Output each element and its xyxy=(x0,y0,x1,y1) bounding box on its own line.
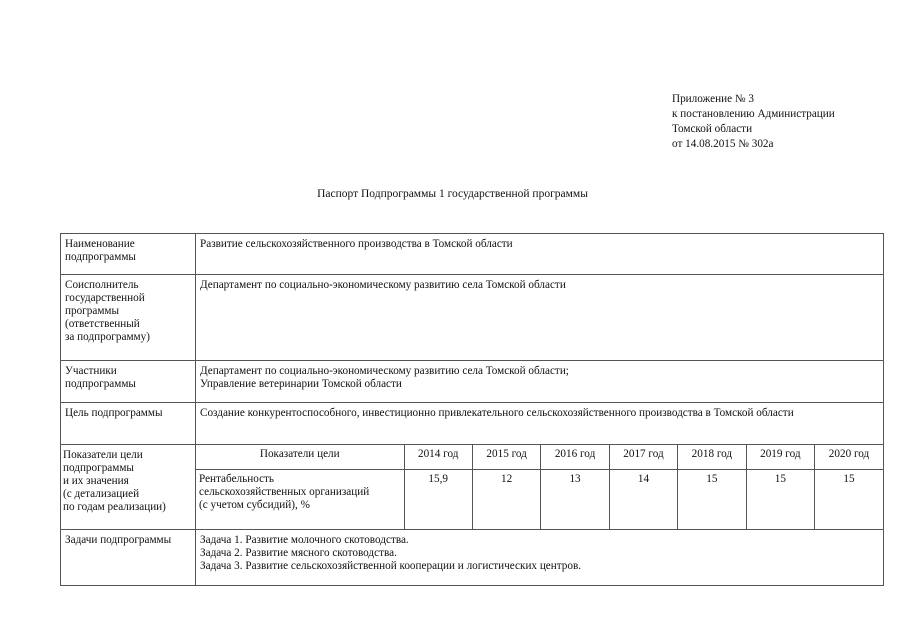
task-item: Задача 3. Развитие сельскохозяйственной кооперации и логистических центров. xyxy=(200,560,582,572)
label-tasks: Задачи подпрограммы xyxy=(61,530,196,586)
indicator-value: 14 xyxy=(609,469,677,529)
value-participants: Департамент по социально-экономическому развитию села Томской области; Управление ветеринарии Томской области xyxy=(196,361,884,403)
label-goal: Цель подпрограммы xyxy=(61,403,196,445)
indicators-table xyxy=(196,445,883,529)
indicators-header-name: Показатели цели xyxy=(196,445,404,469)
indicator-value: 15,9 xyxy=(404,469,472,529)
indicators-header-row xyxy=(196,445,883,469)
task-item: Задача 2. Развитие мясного скотоводства. xyxy=(200,547,397,559)
label-indicators: Показатели цели подпрограммы и их значения (с детализацией по годам реализации) xyxy=(61,445,196,530)
indicator-value: 13 xyxy=(541,469,609,529)
value-tasks xyxy=(196,530,884,586)
indicators-cell xyxy=(196,445,884,530)
value-name: Развитие сельскохозяйственного производства в Томской области xyxy=(196,234,884,275)
passport-table xyxy=(60,233,884,586)
indicator-value: 15 xyxy=(815,469,883,529)
label-participants: Участники подпрограммы xyxy=(61,361,196,403)
row-tasks xyxy=(61,530,884,586)
appendix-block xyxy=(672,92,835,152)
appendix-line: Томской области xyxy=(672,123,753,135)
indicators-header-year: 2015 год xyxy=(472,445,540,469)
indicators-header-year: 2018 год xyxy=(678,445,746,469)
appendix-line: к постановлению Администрации xyxy=(672,108,835,120)
appendix-line: от 14.08.2015 № 302а xyxy=(672,138,774,150)
appendix-line: Приложение № 3 xyxy=(672,93,754,105)
indicators-header-year: 2016 год xyxy=(541,445,609,469)
indicators-header-year: 2019 год xyxy=(746,445,814,469)
row-goal xyxy=(61,403,884,445)
row-participants xyxy=(61,361,884,403)
row-coexecutor xyxy=(61,275,884,361)
value-coexecutor: Департамент по социально-экономическому развитию села Томской области xyxy=(196,275,884,361)
label-coexecutor: Соисполнитель государственной программы (ответственный за подпрограмму) xyxy=(61,275,196,361)
indicators-header-year: 2014 год xyxy=(404,445,472,469)
indicators-data-row xyxy=(196,469,883,529)
indicator-value: 15 xyxy=(746,469,814,529)
indicators-header-year: 2017 год xyxy=(609,445,677,469)
value-goal: Создание конкурентоспособного, инвестиционно привлекательного сельскохозяйственного производства в Томской области xyxy=(196,403,884,445)
indicator-value: 12 xyxy=(472,469,540,529)
indicator-name: Рентабельность сельскохозяйственных организаций (с учетом субсидий), % xyxy=(196,469,404,529)
row-indicators xyxy=(61,445,884,530)
label-name: Наименование подпрограммы xyxy=(61,234,196,275)
task-item: Задача 1. Развитие молочного скотоводства. xyxy=(200,534,409,546)
document-title: Паспорт Подпрограммы 1 государственной программы xyxy=(317,188,588,200)
indicators-header-year: 2020 год xyxy=(815,445,883,469)
indicator-value: 15 xyxy=(678,469,746,529)
row-name xyxy=(61,234,884,275)
